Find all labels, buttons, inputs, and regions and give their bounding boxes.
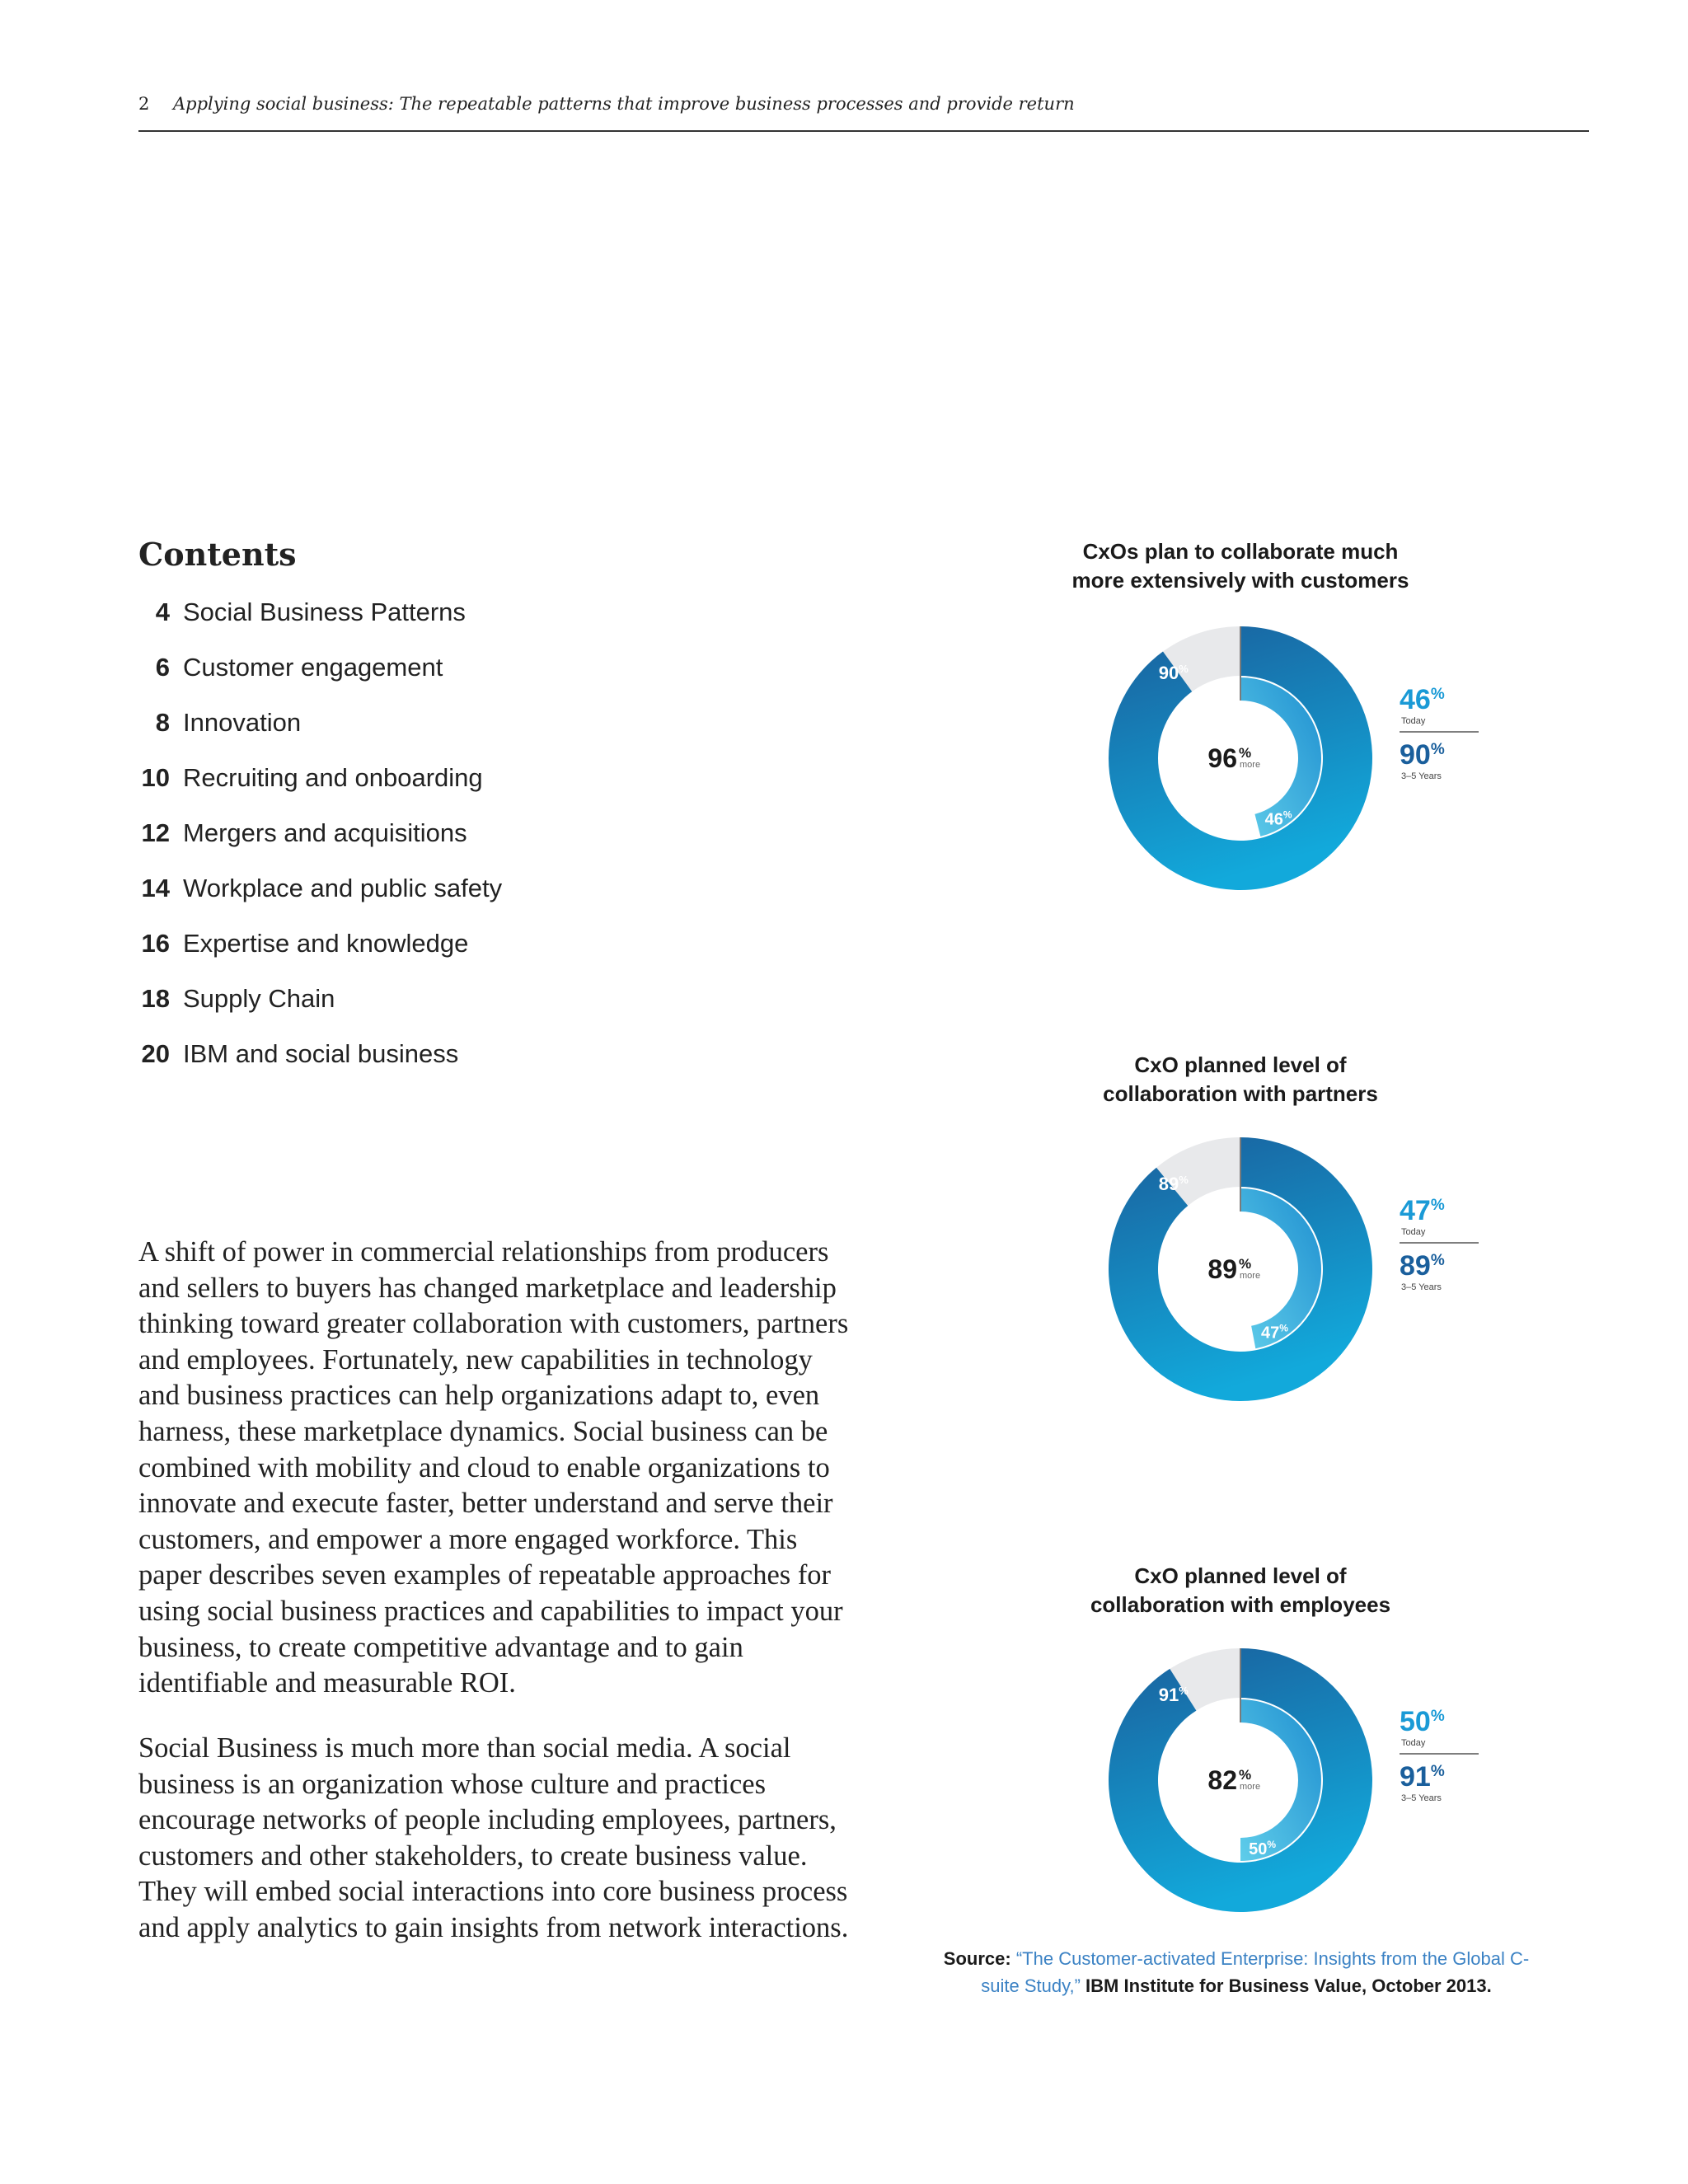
toc-item[interactable]	[138, 653, 715, 708]
legend-future-label: 3–5 Years	[1401, 1282, 1442, 1292]
toc-page-number: 6	[155, 653, 170, 682]
legend-today-label: Today	[1401, 716, 1426, 726]
toc-item[interactable]	[138, 1039, 715, 1094]
outer-value-label: 89%	[1158, 1173, 1189, 1194]
center-percent-sign: %	[1239, 1767, 1252, 1783]
toc-page-number: 4	[155, 598, 170, 626]
contents-title: Contents	[138, 536, 297, 573]
inner-value-label: 47%	[1260, 1322, 1288, 1343]
toc-page-number: 18	[141, 984, 170, 1013]
legend-today-value: 46%	[1400, 684, 1445, 715]
inner-value-label: 50%	[1249, 1838, 1277, 1858]
toc-label: IBM and social business	[183, 1039, 459, 1068]
toc-label: Expertise and knowledge	[183, 929, 469, 958]
chart-title-line: collaboration with employees	[1090, 1592, 1391, 1617]
chart-title-employees	[989, 1562, 1492, 1619]
center-suffix: more	[1240, 1782, 1261, 1792]
legend-future-label: 3–5 Years	[1401, 771, 1442, 781]
center-percent-sign: %	[1239, 1256, 1252, 1272]
toc-label: Recruiting and onboarding	[183, 763, 483, 792]
chart-title-partners	[989, 1051, 1492, 1108]
donut-chart-employees	[1088, 1640, 1500, 1920]
running-title: Applying social business: The repeatable patterns that improve business processes and provide return	[173, 94, 1075, 114]
chart-title-line: CxO planned level of	[1134, 1563, 1347, 1588]
running-header	[138, 92, 1589, 132]
toc-label: Mergers and acquisitions	[183, 818, 467, 847]
center-percent-sign: %	[1239, 745, 1252, 761]
legend-future-value: 90%	[1400, 739, 1445, 771]
center-value: 82	[1207, 1765, 1237, 1795]
chart-title-line: collaboration with partners	[1103, 1081, 1378, 1106]
donut-chart-partners	[1088, 1129, 1500, 1409]
toc-item[interactable]	[138, 984, 715, 1039]
legend-today-label: Today	[1401, 1738, 1426, 1748]
toc-page-number: 10	[141, 763, 170, 792]
source-label: Source:	[943, 1948, 1011, 1969]
center-suffix: more	[1240, 1271, 1261, 1281]
toc-item[interactable]	[138, 598, 715, 653]
legend-today-value: 47%	[1400, 1195, 1445, 1226]
table-of-contents	[138, 598, 715, 1094]
center-suffix: more	[1240, 760, 1261, 770]
toc-label: Innovation	[183, 708, 302, 737]
legend-future-value: 91%	[1400, 1761, 1445, 1793]
chart-title-customers	[989, 537, 1492, 595]
inner-value-label: 46%	[1264, 808, 1292, 829]
toc-label: Workplace and public safety	[183, 874, 503, 902]
legend-today-label: Today	[1401, 1227, 1426, 1237]
legend-future-label: 3–5 Years	[1401, 1793, 1442, 1803]
toc-page-number: 14	[141, 874, 170, 902]
source-note	[940, 1945, 1533, 1999]
center-value: 96	[1207, 743, 1237, 773]
toc-label: Customer engagement	[183, 653, 443, 682]
toc-item[interactable]	[138, 708, 715, 763]
legend-today-value: 50%	[1400, 1706, 1445, 1737]
chart-title-line: CxO planned level of	[1134, 1052, 1347, 1077]
toc-page-number: 20	[141, 1039, 170, 1068]
source-publisher: IBM Institute for Business Value, October 2013.	[1085, 1975, 1492, 1996]
outer-value-label: 90%	[1158, 662, 1189, 683]
intro-paragraph: A shift of power in commercial relationships from producers and sellers to buyers has changed marketplace and leadership thinking toward greater collaboration with customers, partners and employees. Fortunately, new capabilities in technology and business practices can help organizations adapt to, even harness, these marketplace dynamics. Social business can be combined with mobility and cloud to enable organizations to innovate and execute faster, better understand and serve their customers, and empower a more engaged workforce. This paper describes seven examples of repeatable approaches for using social business practices and capabilities to impact your business, to create competitive advantage and to gain identifiable and measurable ROI.	[138, 1236, 849, 1699]
source-link[interactable]: “The Customer-activated Enterprise: Insights from the Global C-suite Study,”	[981, 1948, 1530, 1996]
chart-title-line: more extensively with customers	[1071, 568, 1409, 593]
outer-value-label: 91%	[1158, 1684, 1189, 1705]
toc-page-number: 16	[141, 929, 170, 958]
toc-item[interactable]	[138, 818, 715, 874]
page-number: 2	[138, 94, 150, 114]
chart-title-line: CxOs plan to collaborate much	[1082, 539, 1399, 564]
toc-item[interactable]	[138, 763, 715, 818]
toc-label: Social Business Patterns	[183, 598, 466, 626]
definition-paragraph: Social Business is much more than social media. A social business is an organization whose culture and practices encourage networks of people including employees, partners, customers and other stakeholders, to create business value. They will embed social interactions into core business process and apply analytics to gain insights from network interactions.	[138, 1732, 849, 1943]
center-value: 89	[1207, 1254, 1237, 1284]
donut-chart-customers	[1088, 618, 1500, 898]
legend-future-value: 89%	[1400, 1250, 1445, 1282]
toc-page-number: 8	[155, 708, 170, 737]
toc-item[interactable]	[138, 929, 715, 984]
toc-page-number: 12	[141, 818, 170, 847]
toc-label: Supply Chain	[183, 984, 335, 1013]
toc-item[interactable]	[138, 874, 715, 929]
